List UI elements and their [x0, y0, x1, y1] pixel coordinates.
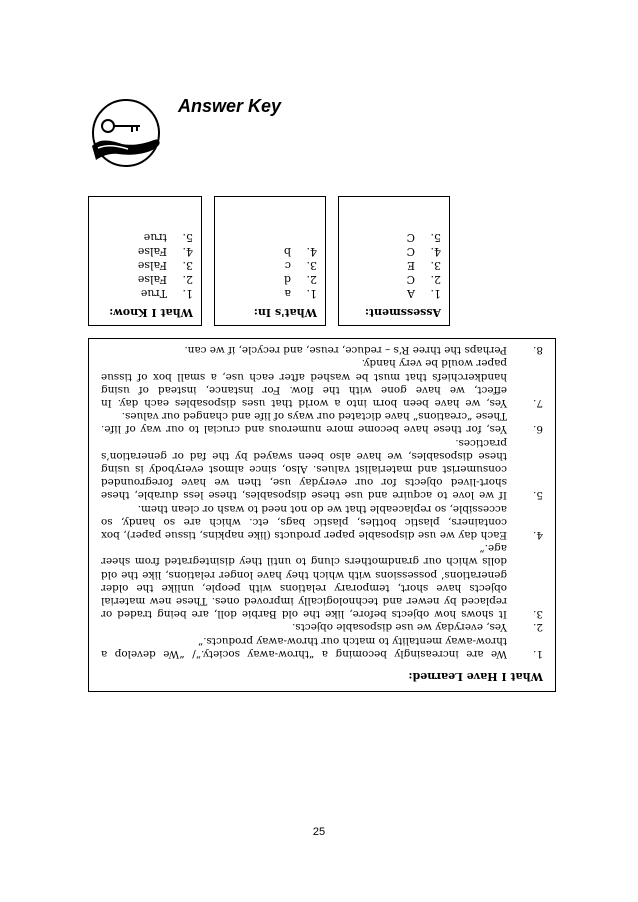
assessment-list — [347, 230, 441, 300]
what-i-have-learned-box — [88, 338, 556, 692]
list-item: 4. False — [137, 245, 193, 258]
learned-paragraph: 5. If we love to acquire and use these disposables, these less durable, these short-lived objects for our everyday use, then we have foregrounded consumerist and materialist values. Also, since almost everybody is using these disposables, we have also been swayed by the fad or generation’s practices. — [101, 436, 543, 502]
list-item: 2. C — [406, 273, 441, 286]
list-item: 5. true — [143, 231, 193, 244]
learned-paragraph: 2. Yes, everyday we use disposable objects. — [292, 621, 543, 634]
what-i-have-learned-heading: What I Have Learned: — [408, 670, 543, 683]
list-item: 3. False — [137, 259, 193, 272]
list-item: 1. A — [407, 287, 441, 300]
list-item: 1. a — [284, 287, 317, 300]
hand-key-logo-icon — [88, 96, 168, 172]
assessment-heading: Assessment: — [364, 306, 441, 319]
list-item: 3. c — [284, 259, 317, 272]
page-number: 25 — [312, 826, 326, 838]
learned-paragraph: 3. It shows how objects before, like the old Barbie doll, are being traded or replaced by newer and technologically improved ones. These new material objects have short, temporary relations with people, unlike the older generations’ possessions with which they have longer relations, like the old dolls which our grandmothers clung to until they disintegrated from sheer age.” — [101, 542, 543, 621]
learned-paragraph: 6. Yes, for these have become more numerous and crucial to our way of life. These “creations” have dictated our ways of life and changed our values. — [101, 410, 543, 436]
learned-paragraph: 8. Perhaps the three R’s – reduce, reuse, and recycle, if we can. — [184, 344, 543, 357]
what-i-know-list — [97, 230, 193, 300]
list-item: 4. b — [283, 245, 317, 258]
learned-paragraph: 1. We are increasingly becoming a “throw-away society.”/ “We develop a throw-away mentality to match our throw-away products.” — [101, 634, 543, 660]
list-item: 4. C — [406, 245, 441, 258]
assessment-box — [338, 196, 450, 326]
list-item: 2. d — [283, 273, 317, 286]
what-i-know-heading: What I Know: — [109, 306, 193, 319]
what-i-know-box — [88, 196, 202, 326]
list-item: 3. E — [406, 259, 441, 272]
list-item: 5. C — [406, 231, 441, 244]
whats-in-list — [223, 244, 317, 300]
list-item: 2. False — [137, 273, 193, 286]
whats-in-heading: What's In: — [253, 306, 317, 319]
learned-paragraph: 4. Each day we use disposable paper products (like napkins, tissue paper), box containers, plastic bottles, plastic bags, etc. which are so handy, so accessible, so replaceable that we do not need to wash or clean them. — [101, 502, 543, 541]
page-title: Answer Key — [178, 96, 282, 116]
whats-in-box — [214, 196, 326, 326]
learned-paragraph: 7. Yes, we have been born into a world that uses disposables each day. In effect, we have gone with the flow. For instance, instead of using handkerchiefs that must be washed after each use, a small box of tissue paper would be very handy. — [101, 357, 543, 409]
list-item: 1. True — [140, 287, 193, 300]
